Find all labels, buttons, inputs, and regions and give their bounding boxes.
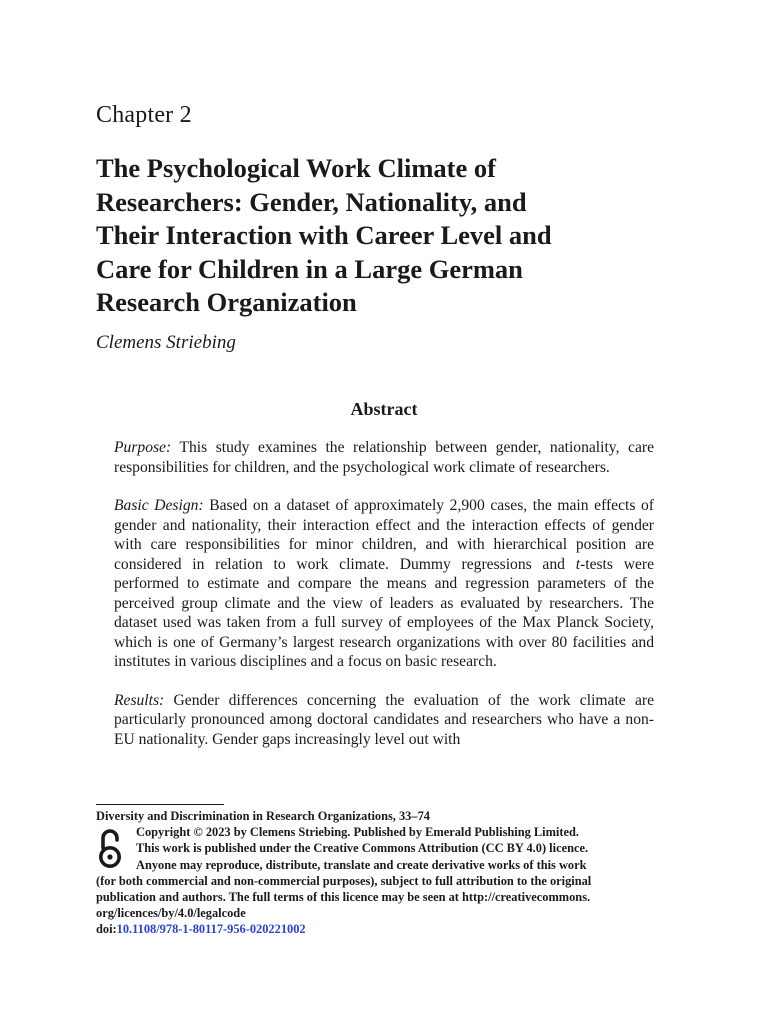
- chapter-title-line: Researchers: Gender, Nationality, and: [96, 186, 527, 217]
- license-line: This work is published under the Creative Commons Attribution (CC BY 4.0) licence.: [136, 841, 589, 856]
- book-source: Diversity and Discrimination in Research Organizations, 33–74: [96, 809, 430, 823]
- license-line: Anyone may reproduce, distribute, translate and create derivative works of this work: [136, 857, 587, 872]
- abstract-purpose-paragraph: [114, 438, 654, 477]
- license-line: publication and authors. The full terms of this licence may be seen at http://creativecommons.: [96, 890, 591, 905]
- doi-prefix: doi:: [96, 922, 117, 937]
- basic-design-text: Based on a dataset of approximately 2,900 cases, the main effects of gender and nationality, their interaction effect and the interaction effects of gender with care responsibilities for minor children, and with hierarchical position are considered in relation to work climate. Dummy regressions and: [114, 497, 654, 573]
- author-name: Clemens Striebing: [96, 332, 236, 353]
- footnote: [96, 808, 676, 938]
- basic-design-text-continued: -tests were performed to estimate and compare the means and regression parameters of the perceived group climate and the view of leaders as evaluated by researchers. The dataset used was taken from a full survey of employees of the Max Planck Society, which is one of Germany’s largest research organizations with over 80 facilities and institutes in various disciplines and a focus on basic research.: [114, 555, 654, 670]
- footnote-divider: [96, 804, 224, 805]
- results-text: Gender differences concerning the evaluation of the work climate are particularly pronounced among doctoral candidates and researchers who have a non-EU nationality. Gender gaps increasingly level out with: [114, 691, 654, 748]
- basic-design-label: Basic Design:: [114, 497, 204, 514]
- purpose-text: This study examines the relationship between gender, nationality, care responsibilities for children, and the psychological work climate of researchers.: [114, 439, 654, 476]
- results-label: Results:: [114, 691, 165, 709]
- abstract-design-paragraph: [114, 496, 654, 672]
- chapter-label: Chapter 2: [96, 102, 192, 128]
- purpose-label: Purpose:: [114, 439, 172, 456]
- chapter-title-line: Care for Children in a Large German: [96, 253, 523, 284]
- doi-link[interactable]: 10.1108/978-1-80117-956-020221002: [116, 922, 306, 937]
- chapter-title-line: The Psychological Work Climate of: [96, 153, 496, 183]
- license-url[interactable]: org/licences/by/4.0/legalcode: [96, 906, 246, 921]
- license-line: Copyright © 2023 by Clemens Striebing. Published by Emerald Publishing Limited.: [136, 825, 579, 840]
- doi-line: [96, 921, 676, 937]
- license-block: [96, 824, 676, 873]
- abstract-results-paragraph: [114, 691, 654, 750]
- open-access-icon: [98, 826, 122, 870]
- t-test-symbol: t: [575, 555, 581, 573]
- chapter-title-line: Research Organization: [96, 287, 357, 317]
- license-line: (for both commercial and non-commercial purposes), subject to full attribution to the original: [96, 873, 592, 888]
- chapter-title-line: Their Interaction with Career Level and: [96, 220, 552, 250]
- chapter-title: [96, 152, 656, 320]
- abstract-body: [114, 438, 654, 768]
- abstract-heading: Abstract: [350, 399, 418, 419]
